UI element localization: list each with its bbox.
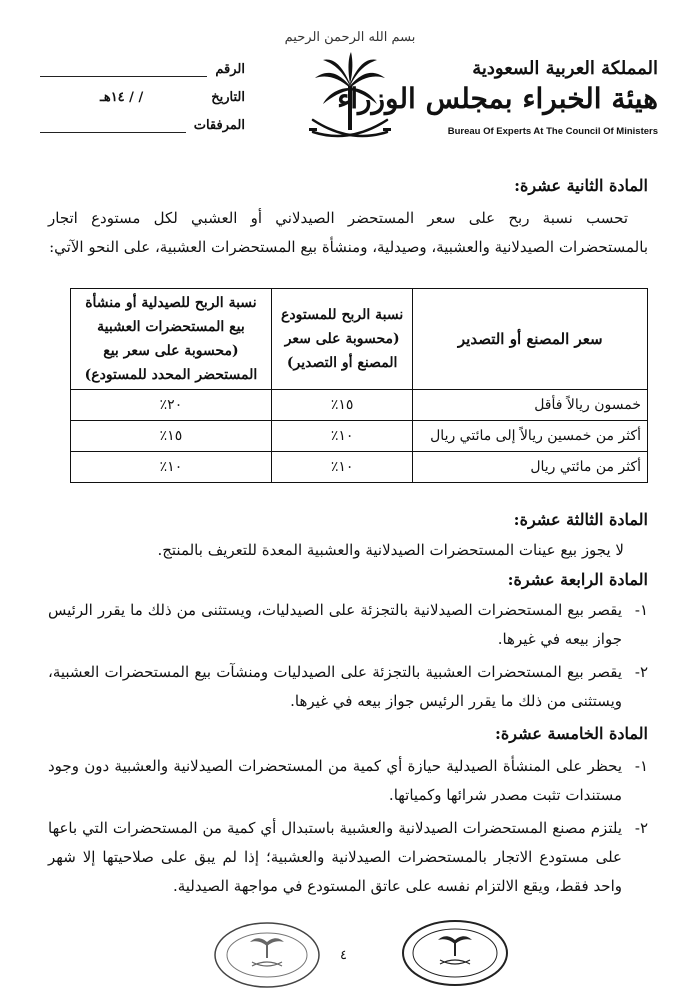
article-14-title: المادة الرابعة عشرة: [507, 570, 648, 589]
table-cell: ١٠٪ [271, 421, 413, 452]
table-header-factory-price: سعر المصنع أو التصدير [413, 289, 648, 390]
profit-margin-table [70, 288, 648, 483]
table-header-pharmacy-margin: نسبة الربح للصيدلية أو منشأة بيع المستحضرات العشبية (محسوبة على سعر بيع المستحضر المحدد للمستودع) [71, 289, 272, 390]
official-seal-left-icon [212, 920, 322, 990]
bureau-name-english: Bureau Of Experts At The Council Of Ministers [447, 126, 658, 137]
list-item-number: ١- [634, 601, 648, 619]
table-header-warehouse-margin: نسبة الربح للمستودع (محسوبة على سعر المصنع أو التصدير) [271, 289, 413, 390]
table-cell: ١٠٪ [271, 452, 413, 483]
article-15-list [48, 752, 648, 901]
list-item-number: ١- [634, 757, 648, 775]
number-line [40, 64, 207, 77]
article-12-intro: تحسب نسبة ربح على سعر المستحضر الصيدلاني أو العشبي لكل مستودع اتجار بالمستحضرات الصيدلانية والعشبية، وصيدلية، ومنشأة بيع المستحضرات العشبية، على النحو الآتي: [48, 209, 648, 256]
article-13-text: لا يجوز بيع عينات المستحضرات الصيدلانية والعشبية المعدة للتعريف بالمنتج. [157, 541, 624, 559]
attachments-label: المرفقات [193, 118, 245, 133]
article-14-list [48, 596, 648, 716]
table-cell: أكثر من مائتي ريال [413, 452, 648, 483]
attachments-field [40, 118, 245, 133]
number-field [40, 62, 245, 77]
date-label: التاريخ [211, 90, 245, 105]
table-cell: ٢٠٪ [71, 390, 272, 421]
table-cell: خمسون ريالاً فأقل [413, 390, 648, 421]
table-cell: ١٠٪ [71, 452, 272, 483]
list-item [48, 752, 648, 810]
list-item-number: ٢- [634, 819, 648, 837]
basmala: بسم الله الرحمن الرحيم [284, 30, 416, 45]
article-13-title: المادة الثالثة عشرة: [513, 510, 648, 529]
list-item-text: يقصر بيع المستحضرات الصيدلانية بالتجزئة على الصيدليات، ويستثنى من ذلك ما يقرر الرئيس جواز بيعه في غيرها. [48, 601, 622, 648]
table-cell: أكثر من خمسين ريالاً إلى مائتي ريال [413, 421, 648, 452]
table-row [71, 452, 648, 483]
official-seal-right-icon [400, 918, 510, 988]
bureau-name-arabic: هيئة الخبراء بمجلس الوزراء [337, 82, 658, 115]
attachments-line [40, 120, 186, 133]
list-item-text: يلتزم مصنع المستحضرات الصيدلانية والعشبية باستبدال أي كمية من المستحضرات التي باعها على مستودع الاتجار بالمستحضرات الصيدلانية والعشبية؛ إذا لم يبق على صلاحيتها إلا شهر واحد فقط، ويقع الالتزام نفسه على عاتق المستودع في مواجهة الصيدلية. [48, 819, 622, 895]
table-header-row [71, 289, 648, 390]
table-row [71, 390, 648, 421]
list-item [48, 596, 648, 654]
number-label: الرقم [215, 62, 245, 77]
article-15-title: المادة الخامسة عشرة: [495, 724, 648, 743]
date-value: / / ١٤هـ [100, 90, 144, 105]
list-item-text: يحظر على المنشأة الصيدلية حيازة أي كمية من المستحضرات الصيدلانية والعشبية دون وجود مستندات تثبت مصدر شرائها وكمياتها. [48, 757, 622, 804]
list-item [48, 658, 648, 716]
table-cell: ١٥٪ [71, 421, 272, 452]
list-item-number: ٢- [634, 663, 648, 681]
list-item [48, 814, 648, 901]
page-number: ٤ [340, 948, 347, 963]
kingdom-name: المملكة العربية السعودية [472, 58, 658, 79]
list-item-text: يقصر بيع المستحضرات العشبية بالتجزئة على الصيدليات ومنشآت بيع المستحضرات العشبية، ويستثنى من ذلك ما يقرر الرئيس جواز بيعه في غيرها. [48, 663, 622, 710]
date-field [40, 90, 245, 105]
table-cell: ١٥٪ [271, 390, 413, 421]
article-12-title: المادة الثانية عشرة: [514, 176, 648, 195]
table-row [71, 421, 648, 452]
